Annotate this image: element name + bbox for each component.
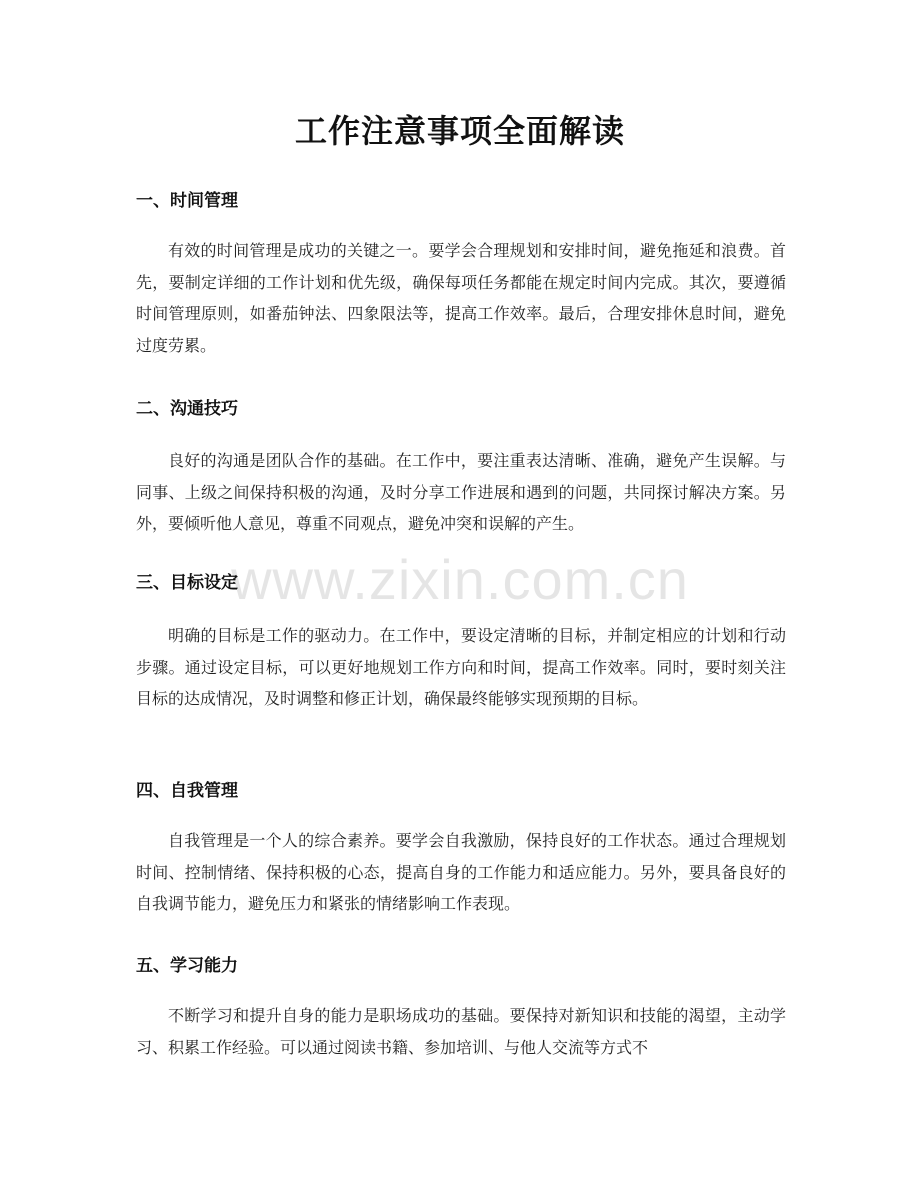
section-heading-goal-setting: 三、目标设定 [136,573,238,593]
section-paragraph-goal-setting: 明确的目标是工作的驱动力。在工作中，要设定清晰的目标，并制定相应的计划和行动步骤。通过设定目标，可以更好地规划工作方向和时间，提高工作效率。同时，要时刻关注目标的达成情况，及时调整和修正计划，确保最终能够实现预期的目标。 [136,626,786,708]
section-paragraph-learning-ability: 不断学习和提升自身的能力是职场成功的基础。要保持对新知识和技能的渴望，主动学习、积累工作经验。可以通过阅读书籍、参加培训、与他人交流等方式不 [136,1006,786,1057]
site-watermark: www.zixin.com.cn [231,548,689,611]
section-paragraph-communication: 良好的沟通是团队合作的基础。在工作中，要注重表达清晰、准确，避免产生误解。与同事、上级之间保持积极的沟通，及时分享工作进展和遇到的问题，共同探讨解决方案。另外，要倾听他人意见，尊重不同观点，避免冲突和误解的产生。 [136,451,786,533]
document-title: 工作注意事项全面解读 [294,112,625,150]
section-paragraph-time-management: 有效的时间管理是成功的关键之一。要学会合理规划和安排时间，避免拖延和浪费。首先，要制定详细的工作计划和优先级，确保每项任务都能在规定时间内完成。其次，要遵循时间管理原则，如番茄钟法、四象限法等，提高工作效率。最后，合理安排休息时间，避免过度劳累。 [136,241,786,355]
section-heading-self-management: 四、自我管理 [136,781,238,801]
section-heading-time-management: 一、时间管理 [136,191,238,211]
section-heading-communication: 二、沟通技巧 [136,399,238,419]
section-paragraph-self-management: 自我管理是一个人的综合素养。要学会自我激励，保持良好的工作状态。通过合理规划时间、控制情绪、保持积极的心态，提高自身的工作能力和适应能力。另外，要具备良好的自我调节能力，避免压力和紧张的情绪影响工作表现。 [136,831,786,913]
section-heading-learning-ability: 五、学习能力 [136,956,238,976]
